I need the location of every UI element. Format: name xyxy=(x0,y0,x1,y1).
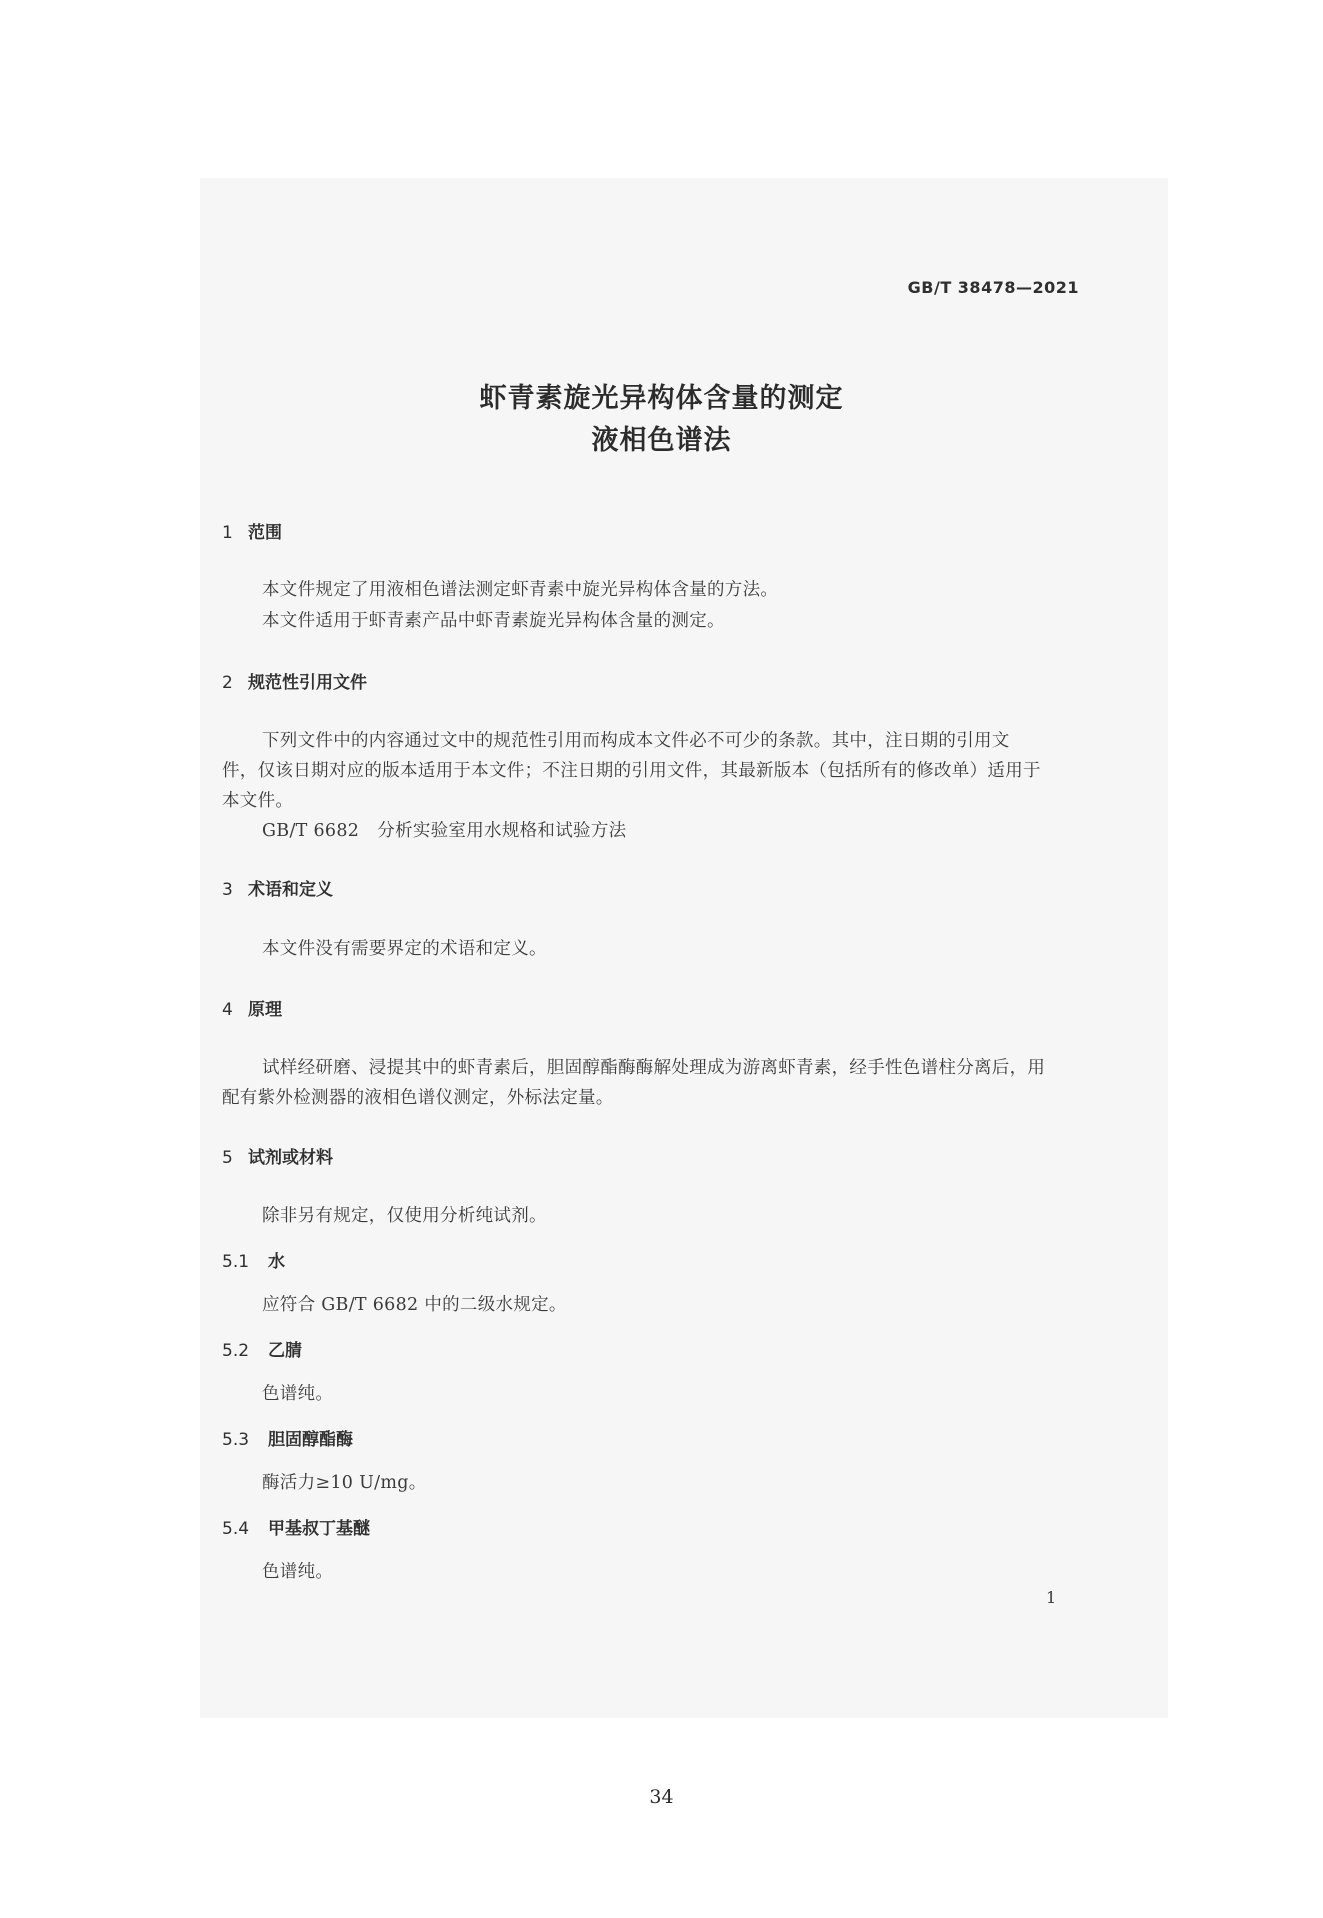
subsection-5-1-text: 应符合 GB/T 6682 中的二级水规定。 xyxy=(262,1295,567,1315)
subsection-5-3-text: 酶活力≥10 U/mg。 xyxy=(262,1473,427,1493)
document-title: 虾青素旋光异构体含量的测定 xyxy=(479,383,844,414)
section-title: 范围 xyxy=(248,523,282,543)
subsection-title: 胆固醇酯酶 xyxy=(268,1430,353,1450)
subsection-number: 5.2 xyxy=(222,1341,250,1361)
section-1-paragraph-1: 本文件规定了用液相色谱法测定虾青素中旋光异构体含量的方法。 xyxy=(262,580,779,600)
section-4-heading xyxy=(222,995,282,1020)
section-1-paragraph-2: 本文件适用于虾青素产品中虾青素旋光异构体含量的测定。 xyxy=(262,611,725,631)
section-5-heading xyxy=(222,1143,333,1168)
section-3-paragraph-1: 本文件没有需要界定的术语和定义。 xyxy=(262,939,547,959)
subsection-title: 乙腈 xyxy=(268,1341,302,1361)
section-title: 术语和定义 xyxy=(248,880,333,900)
inner-page-number: 1 xyxy=(1046,1588,1057,1607)
section-1-heading xyxy=(222,518,282,543)
section-number: 3 xyxy=(222,880,233,900)
section-title: 原理 xyxy=(248,1000,282,1020)
section-2-paragraph-line-2: 件，仅该日期对应的版本适用于本文件；不注日期的引用文件，其最新版本（包括所有的修改单）适用于 xyxy=(222,761,1041,781)
reference-title: 分析实验室用水规格和试验方法 xyxy=(377,821,627,841)
subsection-title: 水 xyxy=(268,1252,285,1272)
subsection-5-1-heading xyxy=(222,1247,285,1272)
subsection-5-4-text: 色谱纯。 xyxy=(262,1562,334,1582)
section-title: 试剂或材料 xyxy=(248,1148,333,1168)
section-number: 5 xyxy=(222,1148,233,1168)
section-number: 1 xyxy=(222,523,233,543)
subsection-number: 5.4 xyxy=(222,1519,250,1539)
section-2-paragraph-line-1: 下列文件中的内容通过文中的规范性引用而构成本文件必不可少的条款。其中，注日期的引用文 xyxy=(262,731,1010,751)
subsection-5-3-heading xyxy=(222,1425,353,1450)
section-number: 2 xyxy=(222,673,233,693)
section-4-paragraph-line-1: 试样经研磨、浸提其中的虾青素后，胆固醇酯酶酶解处理成为游离虾青素，经手性色谱柱分离后，用 xyxy=(262,1058,1046,1078)
subsection-5-2-text: 色谱纯。 xyxy=(262,1384,334,1404)
subsection-number: 5.3 xyxy=(222,1430,250,1450)
document-subtitle: 液相色谱法 xyxy=(591,425,732,456)
standard-code: GB/T 38478—2021 xyxy=(907,278,1079,297)
section-title: 规范性引用文件 xyxy=(248,673,367,693)
section-4-paragraph-line-2: 配有紫外检测器的液相色谱仪测定，外标法定量。 xyxy=(222,1088,614,1108)
section-2-paragraph-line-3: 本文件。 xyxy=(222,791,294,811)
subsection-number: 5.1 xyxy=(222,1252,250,1272)
subsection-title: 甲基叔丁基醚 xyxy=(268,1519,370,1539)
subsection-5-2-heading xyxy=(222,1336,302,1361)
section-5-paragraph-1: 除非另有规定，仅使用分析纯试剂。 xyxy=(262,1206,547,1226)
subsection-5-4-heading xyxy=(222,1514,370,1539)
section-number: 4 xyxy=(222,1000,233,1020)
section-3-heading xyxy=(222,875,333,900)
section-2-heading xyxy=(222,668,367,693)
outer-page-number: 34 xyxy=(649,1786,674,1808)
reference-code: GB/T 6682 xyxy=(262,821,360,841)
normative-reference xyxy=(262,817,626,842)
